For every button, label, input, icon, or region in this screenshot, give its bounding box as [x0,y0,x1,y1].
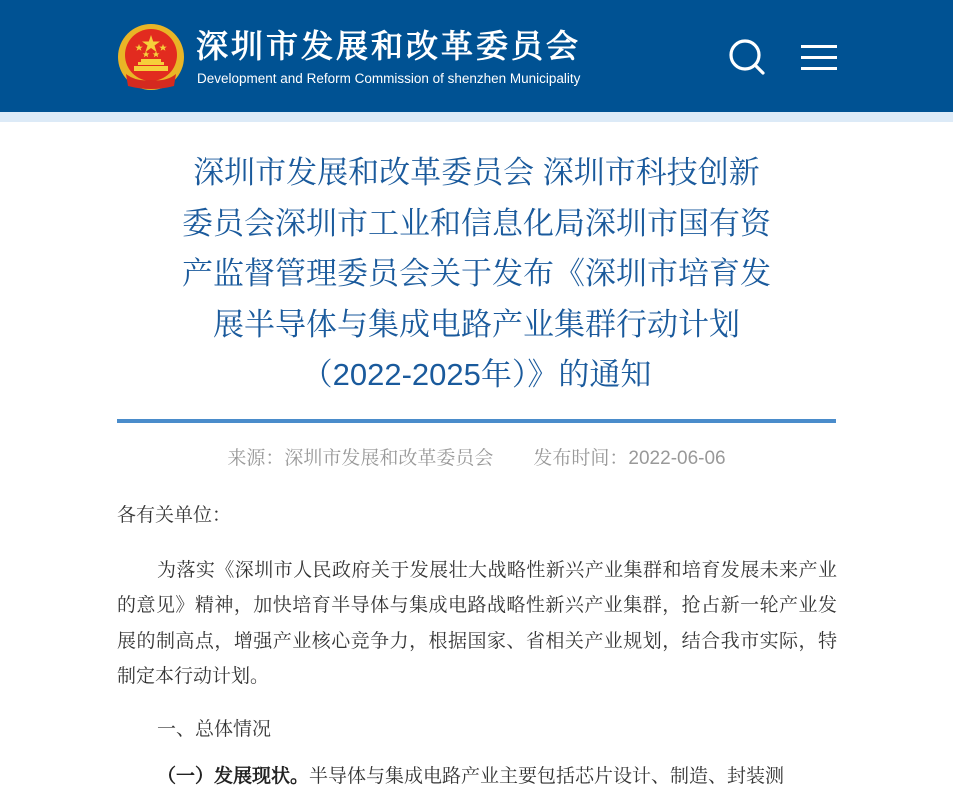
title-line: 深圳市发展和改革委员会 深圳市科技创新 [193,155,760,190]
subsection [117,759,837,795]
org-name-cn[interactable]: 深圳市发展和改革委员会 [196,27,582,65]
date-value: 2022-06-06 [628,448,726,469]
site-header [0,0,953,112]
source-value: 深圳市发展和改革委员会 [284,448,494,469]
title-divider [117,419,836,423]
title-line: 展半导体与集成电路产业集群行动计划 [213,306,740,342]
org-name-en[interactable]: Development and Reform Commission of shenzhen Municipality [197,71,581,86]
title-line: 委员会深圳市工业和信息化局深圳市国有资 [182,205,771,241]
search-button[interactable] [726,36,770,80]
title-line: 产监督管理委员会关于发布《深圳市培育发 [182,256,771,291]
menu-button[interactable] [798,40,840,74]
header-accent-strip [0,112,953,122]
title-line: （2022-2025年）》的通知 [301,357,652,392]
article-body [117,498,837,795]
section-heading: 一、总体情况 [157,718,272,740]
paragraph: 为落实《深圳市人民政府关于发展壮大战略性新兴产业集群和培育发展未来产业的意见》精神，加快培育半导体与集成电路战略性新兴产业集群，抢占新一轮产业发展的制高点，增强产业核心竞争力，根据国家、省相关产业规划，结合我市实际，特制定本行动计划。 [117,559,837,687]
subsection-text: 半导体与集成电路产业主要包括芯片设计、制造、封装测 [309,766,785,787]
date-label: 发布时间： [533,448,629,469]
hamburger-menu-icon [798,40,840,74]
article-title [150,148,803,401]
national-emblem-icon[interactable] [116,22,186,92]
source-label: 来源： [227,448,285,469]
article-meta [117,446,836,472]
search-icon [726,36,770,80]
subsection-heading: （一）发展现状。 [157,766,310,787]
salutation: 各有关单位： [117,505,232,526]
